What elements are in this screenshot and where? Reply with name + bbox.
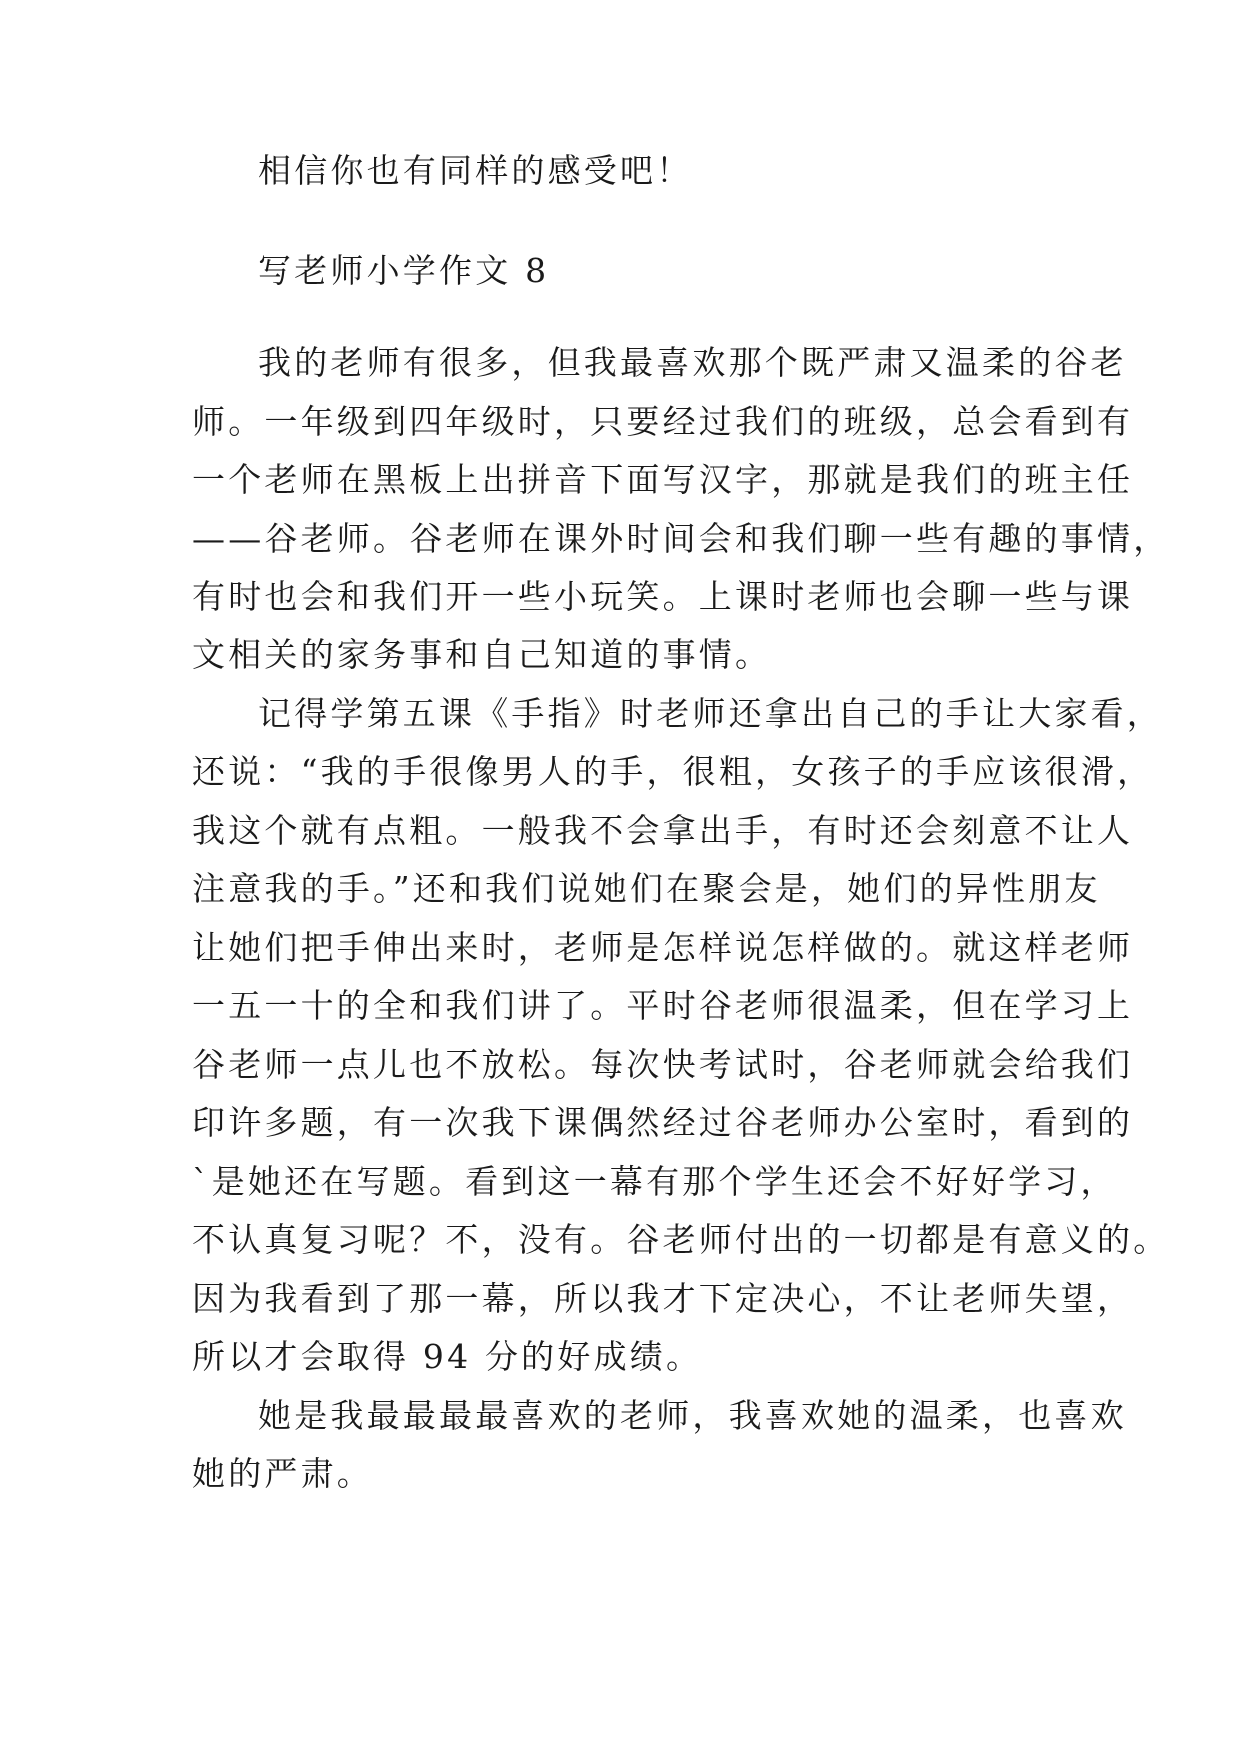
closing-sentence: 相信你也有同样的感受吧！ — [258, 151, 693, 190]
paragraph-2-line-4: 注意我的手。”还和我们说她们在聚会是，她们的异性朋友 — [192, 869, 1101, 908]
paragraph-1-line-5: 有时也会和我们开一些小玩笑。上课时老师也会聊一些与课 — [192, 577, 1134, 616]
paragraph-2-line-12: 所以才会取得 94 分的好成绩。 — [192, 1337, 703, 1376]
paragraph-2-line-10: 不认真复习呢？不，没有。谷老师付出的一切都是有意义的。 — [192, 1220, 1170, 1259]
paragraph-1-line-6: 文相关的家务事和自己知道的事情。 — [192, 635, 772, 674]
paragraph-2-line-8: 印许多题，有一次我下课偶然经过谷老师办公室时，看到的 — [192, 1103, 1134, 1142]
paragraph-3-line-1: 她是我最最最最喜欢的老师，我喜欢她的温柔，也喜欢 — [258, 1396, 1127, 1435]
paragraph-2-line-5: 让她们把手伸出来时，老师是怎样说怎样做的。就这样老师 — [192, 928, 1134, 967]
paragraph-1-line-4: ——谷老师。谷老师在课外时间会和我们聊一些有趣的事情， — [192, 519, 1170, 558]
paragraph-1-line-2: 师。一年级到四年级时，只要经过我们的班级，总会看到有 — [192, 402, 1134, 441]
paragraph-2-line-6: 一五一十的全和我们讲了。平时谷老师很温柔，但在学习上 — [192, 986, 1134, 1025]
paragraph-2-line-3: 我这个就有点粗。一般我不会拿出手，有时还会刻意不让人 — [192, 811, 1134, 850]
essay-title: 写老师小学作文 8 — [258, 251, 550, 290]
paragraph-2-line-7: 谷老师一点儿也不放松。每次快考试时，谷老师就会给我们 — [192, 1045, 1134, 1084]
paragraph-2-line-1: 记得学第五课《手指》时老师还拿出自己的手让大家看， — [258, 694, 1163, 733]
paragraph-1-line-1: 我的老师有很多，但我最喜欢那个既严肃又温柔的谷老 — [258, 343, 1127, 382]
paragraph-2-line-9: `是她还在写题。看到这一幕有那个学生还会不好好学习， — [192, 1162, 1117, 1201]
paragraph-1-line-3: 一个老师在黑板上出拼音下面写汉字，那就是我们的班主任 — [192, 460, 1134, 499]
paragraph-2-line-11: 因为我看到了那一幕，所以我才下定决心，不让老师失望， — [192, 1279, 1134, 1318]
paragraph-3-line-2: 她的严肃。 — [192, 1454, 373, 1493]
paragraph-2-line-2: 还说：“我的手很像男人的手，很粗，女孩子的手应该很滑， — [192, 752, 1154, 791]
